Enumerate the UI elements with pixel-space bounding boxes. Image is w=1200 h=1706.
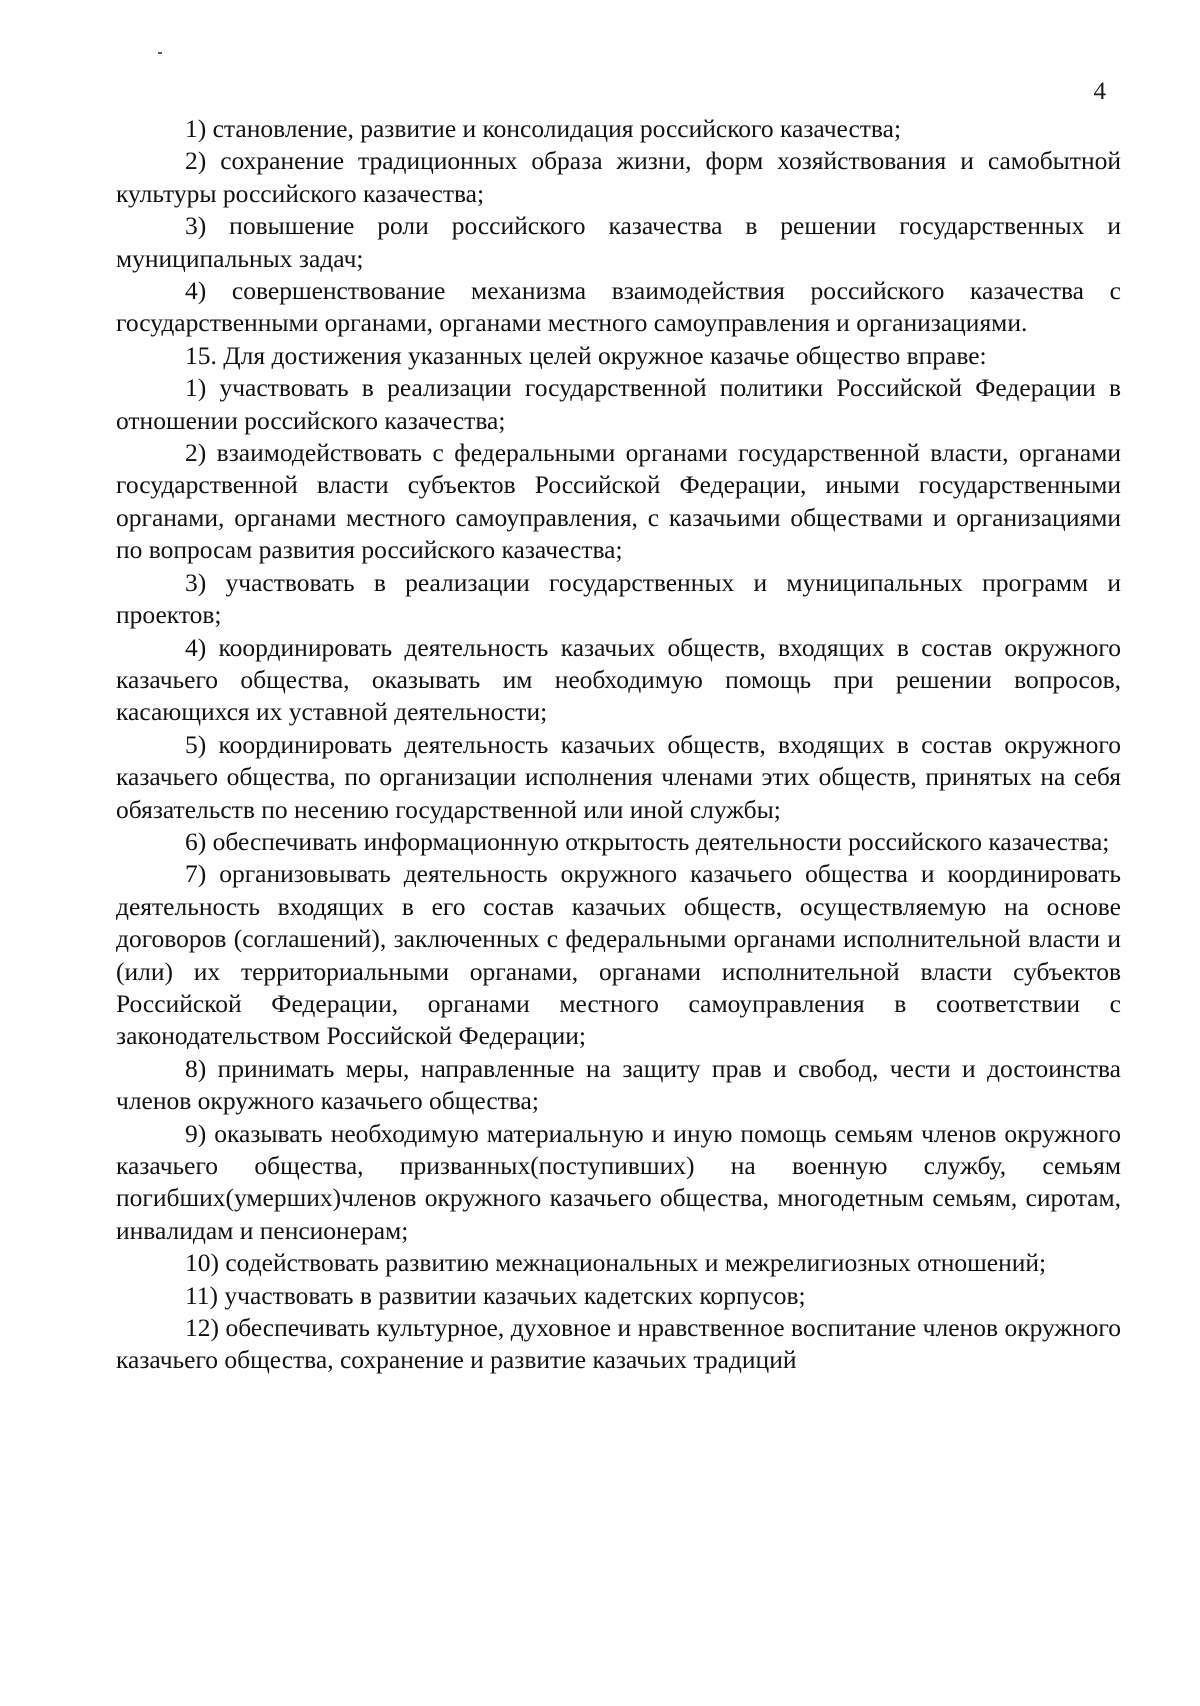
paragraph-section-15: 15. Для достижения указанных целей окружное казачье общество вправе: (185, 340, 987, 370)
paragraph-item-2: 2) сохранение традиционных образа жизни, форм хозяйствования и самобытной культуры российского казачества; (116, 146, 1121, 208)
paragraph-right-11: 11) участвовать в развитии казачьих кадетских корпусов; (185, 1280, 806, 1310)
paragraph-item-1: 1) становление, развитие и консолидация российского казачества; (185, 114, 902, 143)
scan-artifact (158, 52, 162, 54)
paragraph-right-3: 3) участвовать в реализации государственных и муниципальных программ и проектов; (116, 567, 1121, 630)
paragraph-right-7: 7) организовывать деятельность окружного казачьего общества и координировать деятельность входящих в его состав казачьих обществ, осуществляемую на основе договоров (соглашений), заключенных с федеральными органами исполнительной власти и (или) их территориальными органами, органами исполнительной власти субъектов Российской Федерации, органами местного самоуправления в соответствии с законодательством Российской Федерации; (116, 859, 1121, 1051)
paragraph-right-2: 2) взаимодействовать с федеральными органами государственной власти, органами государственной власти субъектов Российской Федерации, иными государственными органами, органами местного самоуправления, с казачьими обществами и организациями по вопросам развития российского казачества; (116, 438, 1121, 565)
document-body (116, 113, 1121, 1377)
paragraph-right-6: 6) обеспечивать информационную открытость деятельности российского казачества; (185, 826, 1110, 856)
paragraph-right-12: 12) обеспечивать культурное, духовное и нравственное воспитание членов окружного казачьего общества, сохранение и развитие казачьих традиций (116, 1313, 1121, 1375)
paragraph-right-4: 4) координировать деятельность казачьих обществ, входящих в состав окружного казачьего общества, оказывать им необходимую помощь при решении вопросов, касающихся их уставной деятельности; (116, 632, 1121, 727)
paragraph-right-8: 8) принимать меры, направленные на защиту прав и свобод, чести и достоинства членов окружного казачьего общества; (116, 1053, 1121, 1116)
paragraph-item-4: 4) совершенствование механизма взаимодействия российского казачества с государственными органами, органами местного самоуправления и организациями. (116, 276, 1121, 338)
paragraph-right-5: 5) координировать деятельность казачьих обществ, входящих в состав окружного казачьего общества, по организации исполнения членами этих обществ, принятых на себя обязательств по несению государственной или иной службы; (116, 729, 1121, 824)
page-number: 4 (1093, 78, 1106, 105)
paragraph-right-9: 9) оказывать необходимую материальную и иную помощь семьям членов окружного казачьего общества, призванных(поступивших) на военную службу, семьям погибших(умерших)членов окружного казачьего общества, многодетным семьям, сиротам, инвалидам и пенсионерам; (116, 1118, 1121, 1245)
paragraph-right-10: 10) содействовать развитию межнациональных и межрелигиозных отношений; (185, 1248, 1047, 1278)
paragraph-right-1: 1) участвовать в реализации государственной политики Российской Федерации в отношении российского казачества; (116, 373, 1121, 435)
paragraph-item-3: 3) повышение роли российского казачества в решении государственных и муниципальных задач; (116, 211, 1121, 273)
